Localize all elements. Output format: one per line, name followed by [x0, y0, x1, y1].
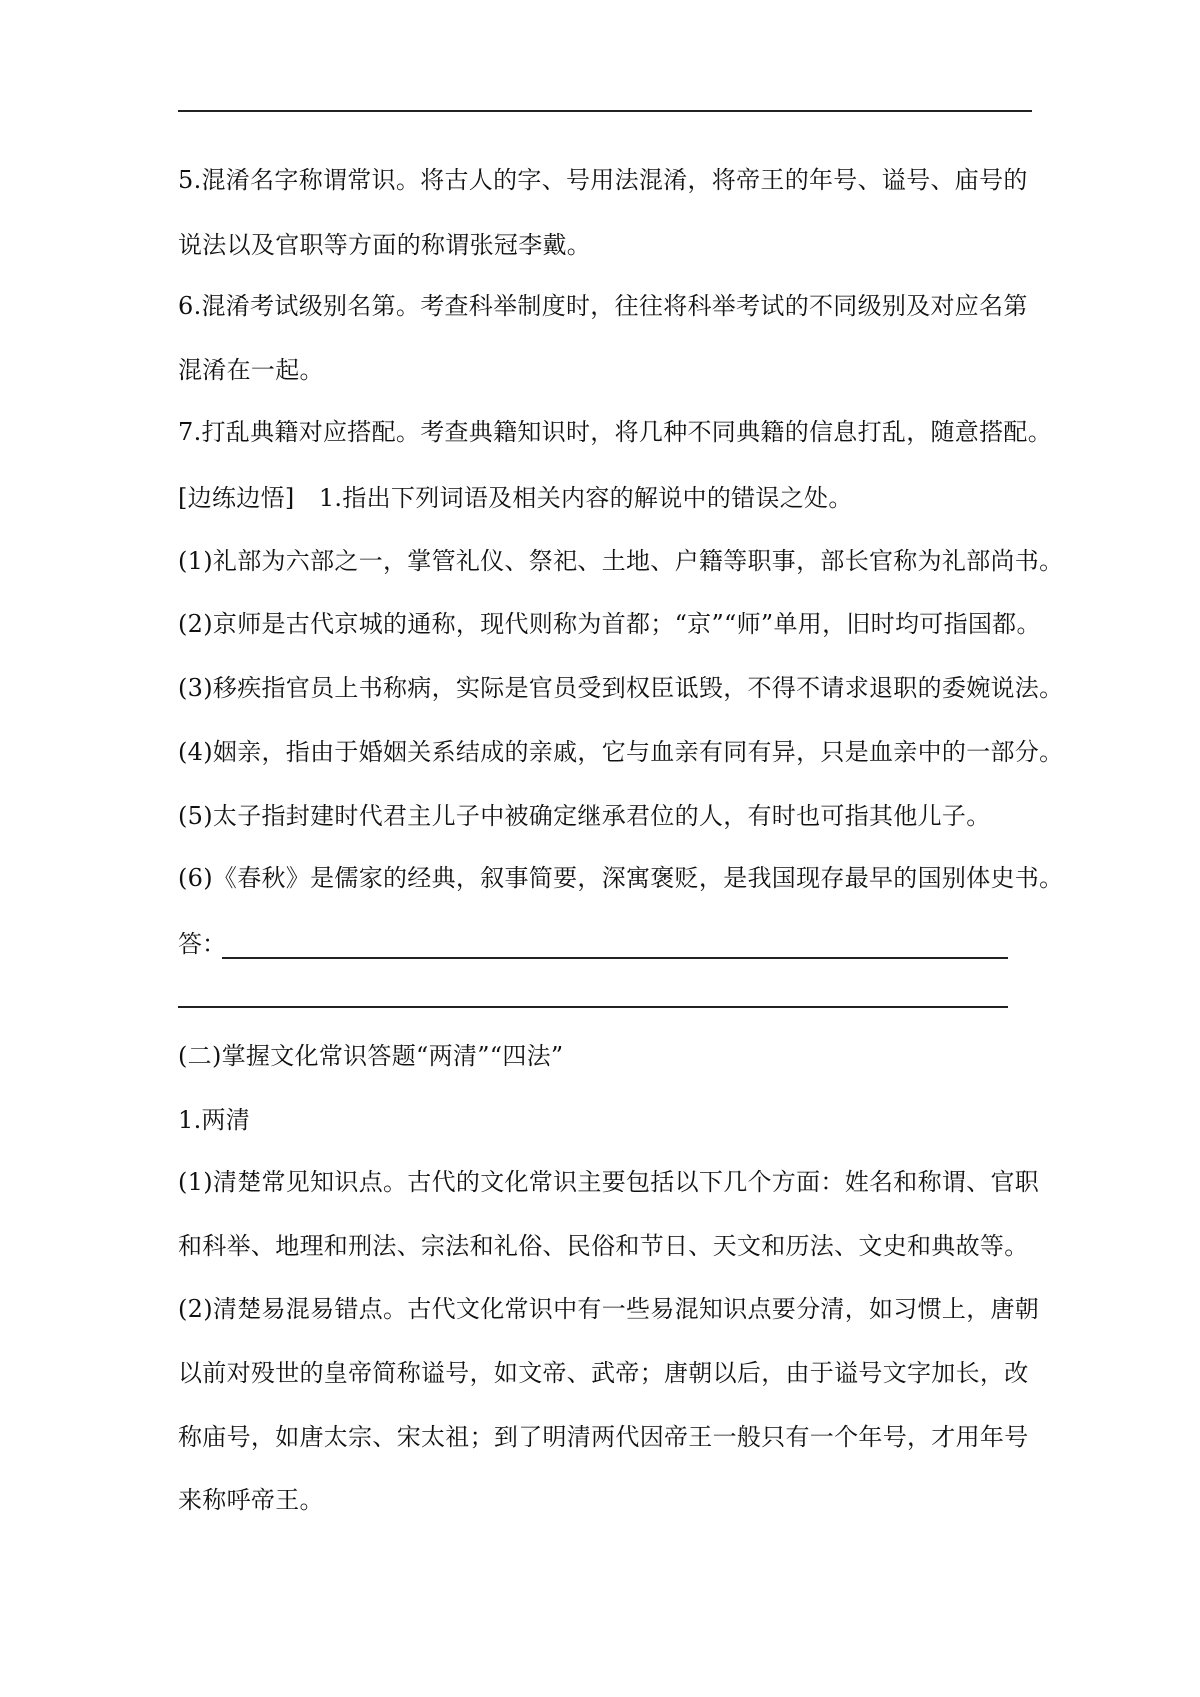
clear-1-line-1: (1)清楚常见知识点。古代的文化常识主要包括以下几个方面：姓名和称谓、官职: [178, 1168, 1040, 1196]
clear-2-line-2: 以前对殁世的皇帝简称谥号，如文帝、武帝；唐朝以后，由于谥号文字加长，改: [178, 1359, 1029, 1387]
answer-row[interactable]: [178, 928, 1008, 960]
clear-2-line-4: 来称呼帝王。: [178, 1486, 324, 1514]
item-4: (4)姻亲，指由于婚姻关系结成的亲戚，它与血亲有同有异，只是血亲中的一部分。: [178, 738, 1064, 766]
point-5-line-2: 说法以及官职等方面的称谓张冠李戴。: [178, 231, 592, 259]
subheading-two-clears: 1.两清: [178, 1106, 251, 1134]
item-1: (1)礼部为六部之一，掌管礼仪、祭祀、土地、户籍等职事，部长官称为礼部尚书。: [178, 547, 1064, 575]
point-7-line: 7.打乱典籍对应搭配。考查典籍知识时，将几种不同典籍的信息打乱，随意搭配。: [178, 418, 1052, 446]
answer-blank-line-1[interactable]: [222, 957, 1008, 959]
point-6-line-1: 6.混淆考试级别名第。考查科举制度时，往往将科举考试的不同级别及对应名第: [178, 292, 1028, 320]
clear-2-line-1: (2)清楚易混易错点。古代文化常识中有一些易混知识点要分清，如习惯上，唐朝: [178, 1295, 1040, 1323]
answer-label: 答：: [178, 930, 226, 958]
item-6: (6)《春秋》是儒家的经典，叙事简要，深寓褒贬，是我国现存最早的国别体史书。: [178, 864, 1064, 892]
clear-1-line-2: 和科举、地理和刑法、宗法和礼俗、民俗和节日、天文和历法、文史和典故等。: [178, 1232, 1029, 1260]
item-5: (5)太子指封建时代君主儿子中被确定继承君位的人，有时也可指其他儿子。: [178, 802, 991, 830]
section-heading: (二)掌握文化常识答题“两清”“四法”: [178, 1042, 564, 1070]
item-2: (2)京师是古代京城的通称，现代则称为首都；“京”“师”单用，旧时均可指国都。: [178, 610, 1041, 638]
top-answer-line: [178, 110, 1032, 112]
item-3: (3)移疾指官员上书称病，实际是官员受到权臣诋毁，不得不请求退职的委婉说法。: [178, 674, 1064, 702]
clear-2-line-3: 称庙号，如唐太宗、宋太祖；到了明清两代因帝王一般只有一个年号，才用年号: [178, 1423, 1029, 1451]
answer-blank-line-2[interactable]: [178, 1006, 1008, 1008]
point-6-line-2: 混淆在一起。: [178, 356, 324, 384]
point-5-line-1: 5.混淆名字称谓常识。将古人的字、号用法混淆，将帝王的年号、谥号、庙号的: [178, 166, 1028, 194]
practice-heading: [边练边悟] 1.指出下列词语及相关内容的解说中的错误之处。: [178, 484, 853, 512]
